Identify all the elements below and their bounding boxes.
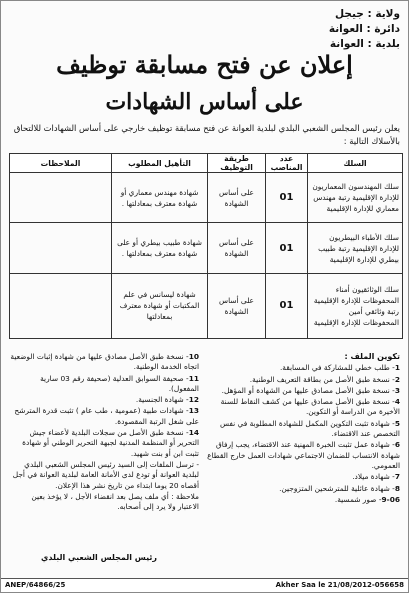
table-row <box>10 223 403 273</box>
item-number: 3 <box>394 385 400 395</box>
item-number: 9-06 <box>381 494 400 504</box>
list-item: 11- صحيفة السوابق العدلية (صحيفة رقم 03 سارية المفعول). <box>40 373 199 393</box>
item-text: نسخة طبق الأصل مصادق عليها من الشهادة أو المؤهل. <box>221 385 390 395</box>
item-text: نسخة طبق الأصل من سجلات البلدية لأعضاء جيش التحرير أو المنظمة المدنية لجبهة التحرير الوطني أو شهادة تثبت ابن أو بنت شهيد. <box>22 428 199 458</box>
table-row <box>10 173 403 223</box>
header-notes: الملاحظات <box>10 154 112 173</box>
item-number: 7 <box>394 472 400 482</box>
row-method: على أساس الشهادة <box>208 223 266 273</box>
list-item: 8- شهادة عائلية للمترشحين المتزوجين. <box>279 483 400 493</box>
row-corps: سلك المهندسون المعماريون للإدارة الإقليمية رتبة مهندس معماري للإدارة الإقليمية <box>308 173 403 223</box>
list-item: 14- نسخة طبق الأصل من سجلات البلدية لأعضاء جيش التحرير أو المنظمة المدنية لجبهة التحرير الوطني أو شهادة تثبت ابن أو بنت شهيد. <box>22 428 199 458</box>
wilaya-label: ولاية : جيجل <box>335 8 400 20</box>
list-item: 5- شهادة تثبت التكوين المكمل للشهادة المطلوبة في نفس التخصص عند الاقتضاء. <box>219 418 400 439</box>
row-corps: سلك الأطباء البيطريون للإدارة الإقليمية رتبة طبيب بيطري للإدارة الإقليمية <box>308 223 403 273</box>
row-method: على أساس الشهادة <box>208 273 266 338</box>
header-count: عدد المناصب <box>266 154 308 173</box>
row-notes <box>10 273 112 338</box>
list-item: 1- طلب خطي للمشاركة في المسابقة. <box>279 363 400 373</box>
anep-reference: ANEP/64866/25 <box>5 581 66 589</box>
row-notes <box>10 223 112 273</box>
dossier-title: تكوين الملف : <box>344 352 400 361</box>
item-text: صور شمسية. <box>334 494 377 504</box>
list-item: 12- شهادة الجنسية. <box>135 395 199 405</box>
item-text: شهادة عمل تثبت الخبرة المهنية عند الاقتضاء، يجب إرفاق شهادة الانتساب للضمان الاجتماعي شهادات العمل خارج القطاع العمومي. <box>207 440 400 470</box>
row-count: 01 <box>266 173 308 223</box>
item-text: صحيفة السوابق العدلية (صحيفة رقم 03 سارية المفعول). <box>40 373 199 393</box>
row-corps: سلك الوثائقيون أمناء المحفوظات للإدارة الإقليمية رتبة وثائقي أمين المحفوظات للإدارة الإقليمية <box>308 273 403 338</box>
item-number: 10 <box>188 352 199 361</box>
daira-label: دائرة : العوانة <box>328 23 400 35</box>
signature-label: رئيس المجلس الشعبي البلدي <box>41 553 157 562</box>
item-text: شهادة الجنسية. <box>135 395 184 405</box>
item-text: شهادة عائلية للمترشحين المتزوجين. <box>279 483 390 493</box>
row-qualification: شهادة مهندس معماري أو شهادة معترف بمعادلتها . <box>112 173 208 223</box>
row-method: على أساس الشهادة <box>208 173 266 223</box>
item-text: نسخة طبق الأصل من بطاقة التعريف الوطنية. <box>249 374 390 384</box>
dossier-list-left <box>9 352 199 513</box>
item-number: 12 <box>188 395 199 405</box>
dossier-list-right <box>204 352 400 506</box>
baladia-label: بلدية : العوانة <box>329 38 400 50</box>
list-item: 2- نسخة طبق الأصل من بطاقة التعريف الوطنية. <box>249 374 400 384</box>
publication-footer <box>1 578 408 592</box>
header-qualification: التأهيل المطلوب <box>112 154 208 173</box>
row-notes <box>10 173 112 223</box>
item-number: 4 <box>394 397 400 407</box>
header-corps: السلك <box>308 154 403 173</box>
item-text: نسخة طبق الأصل مصادق عليها من كشف النقاط للسنة الأخيرة من الدراسة أو التكوين. <box>220 397 400 417</box>
item-number: 8 <box>394 483 400 493</box>
item-number: 11 <box>188 373 199 383</box>
item-number: 2 <box>394 374 400 384</box>
item-text: نسخة طبق الأصل مصادق عليها من شهادة إثبات الوضعية اتجاه الخدمة الوطنية. <box>10 352 199 372</box>
item-text: شهادة ميلاد. <box>352 472 390 482</box>
item-number: 6 <box>394 440 400 450</box>
table-row <box>10 273 403 338</box>
announcement-title: إعلان عن فتح مسابقة توظيف <box>56 50 353 79</box>
header-method: طريقة التوظيف <box>208 154 266 173</box>
list-item: 3- نسخة طبق الأصل مصادق عليها من الشهادة أو المؤهل. <box>221 385 400 395</box>
row-qualification: شهادة ليسانس في علم المكتبات أو شهادة معترف بمعادلتها <box>112 273 208 338</box>
list-item: 7- شهادة ميلاد. <box>352 472 400 482</box>
row-qualification: شهادة طبيب بيطري أو على شهادة معترف بمعادلتها . <box>112 223 208 273</box>
announcement-subtitle: على أساس الشهادات <box>105 89 304 115</box>
note-paragraph: ملاحظة : أي ملف يصل بعد انقضاء الأجل ، لا يؤخذ بعين الاعتبار ولا يرد إلى أصحابه. <box>31 491 199 512</box>
item-number: 13 <box>188 406 199 416</box>
row-count: 01 <box>266 223 308 273</box>
administrative-header <box>329 7 400 52</box>
item-number: 14 <box>188 428 199 438</box>
intro-paragraph: يعلن رئيس المجلس الشعبي البلدي لبلدية العوانة عن فتح مسابقة توظيف خارجي على أساس الشهادات للالتحاق بالأسلاك التالية : <box>13 123 400 146</box>
item-number: 1 <box>394 363 400 373</box>
item-text: شهادة تثبت التكوين المكمل للشهادة المطلوبة في نفس التخصص عند الاقتضاء. <box>219 418 400 439</box>
list-item: 13- شهادات طبية (عمومية ، طب عام ) تثبت قدرة المترشح على شغل الرتبة المقصودة. <box>14 406 199 426</box>
row-count: 01 <box>266 273 308 338</box>
positions-table <box>9 153 403 339</box>
item-text: شهادات طبية (عمومية ، طب عام ) تثبت قدرة المترشح على شغل الرتبة المقصودة. <box>14 406 199 426</box>
list-item: 9-06- صور شمسية. <box>334 494 400 504</box>
list-item: 4- نسخة طبق الأصل مصادق عليها من كشف النقاط للسنة الأخيرة من الدراسة أو التكوين. <box>220 397 400 417</box>
closing-paragraph: - ترسل الملفات إلى السيد رئيس المجلس الشعبي البلدي لبلدية العوانة أو تودع لدى الأمانة العامة لبلدية العوانة في أجل أقصاه 20 يوما ابتداء من تاريخ نشر هذا الإعلان. <box>12 459 199 490</box>
table-header-row <box>10 154 403 173</box>
list-item: 6- شهادة عمل تثبت الخبرة المهنية عند الاقتضاء، يجب إرفاق شهادة الانتساب للضمان الاجتماعي شهادات العمل خارج القطاع العمومي. <box>207 440 400 470</box>
item-text: طلب خطي للمشاركة في المسابقة. <box>279 363 390 373</box>
list-item: 10- نسخة طبق الأصل مصادق عليها من شهادة إثبات الوضعية اتجاه الخدمة الوطنية. <box>10 352 199 372</box>
item-number: 5 <box>394 418 400 428</box>
newspaper-reference: Akher Saa le 21/08/2012-056658 <box>275 581 404 589</box>
